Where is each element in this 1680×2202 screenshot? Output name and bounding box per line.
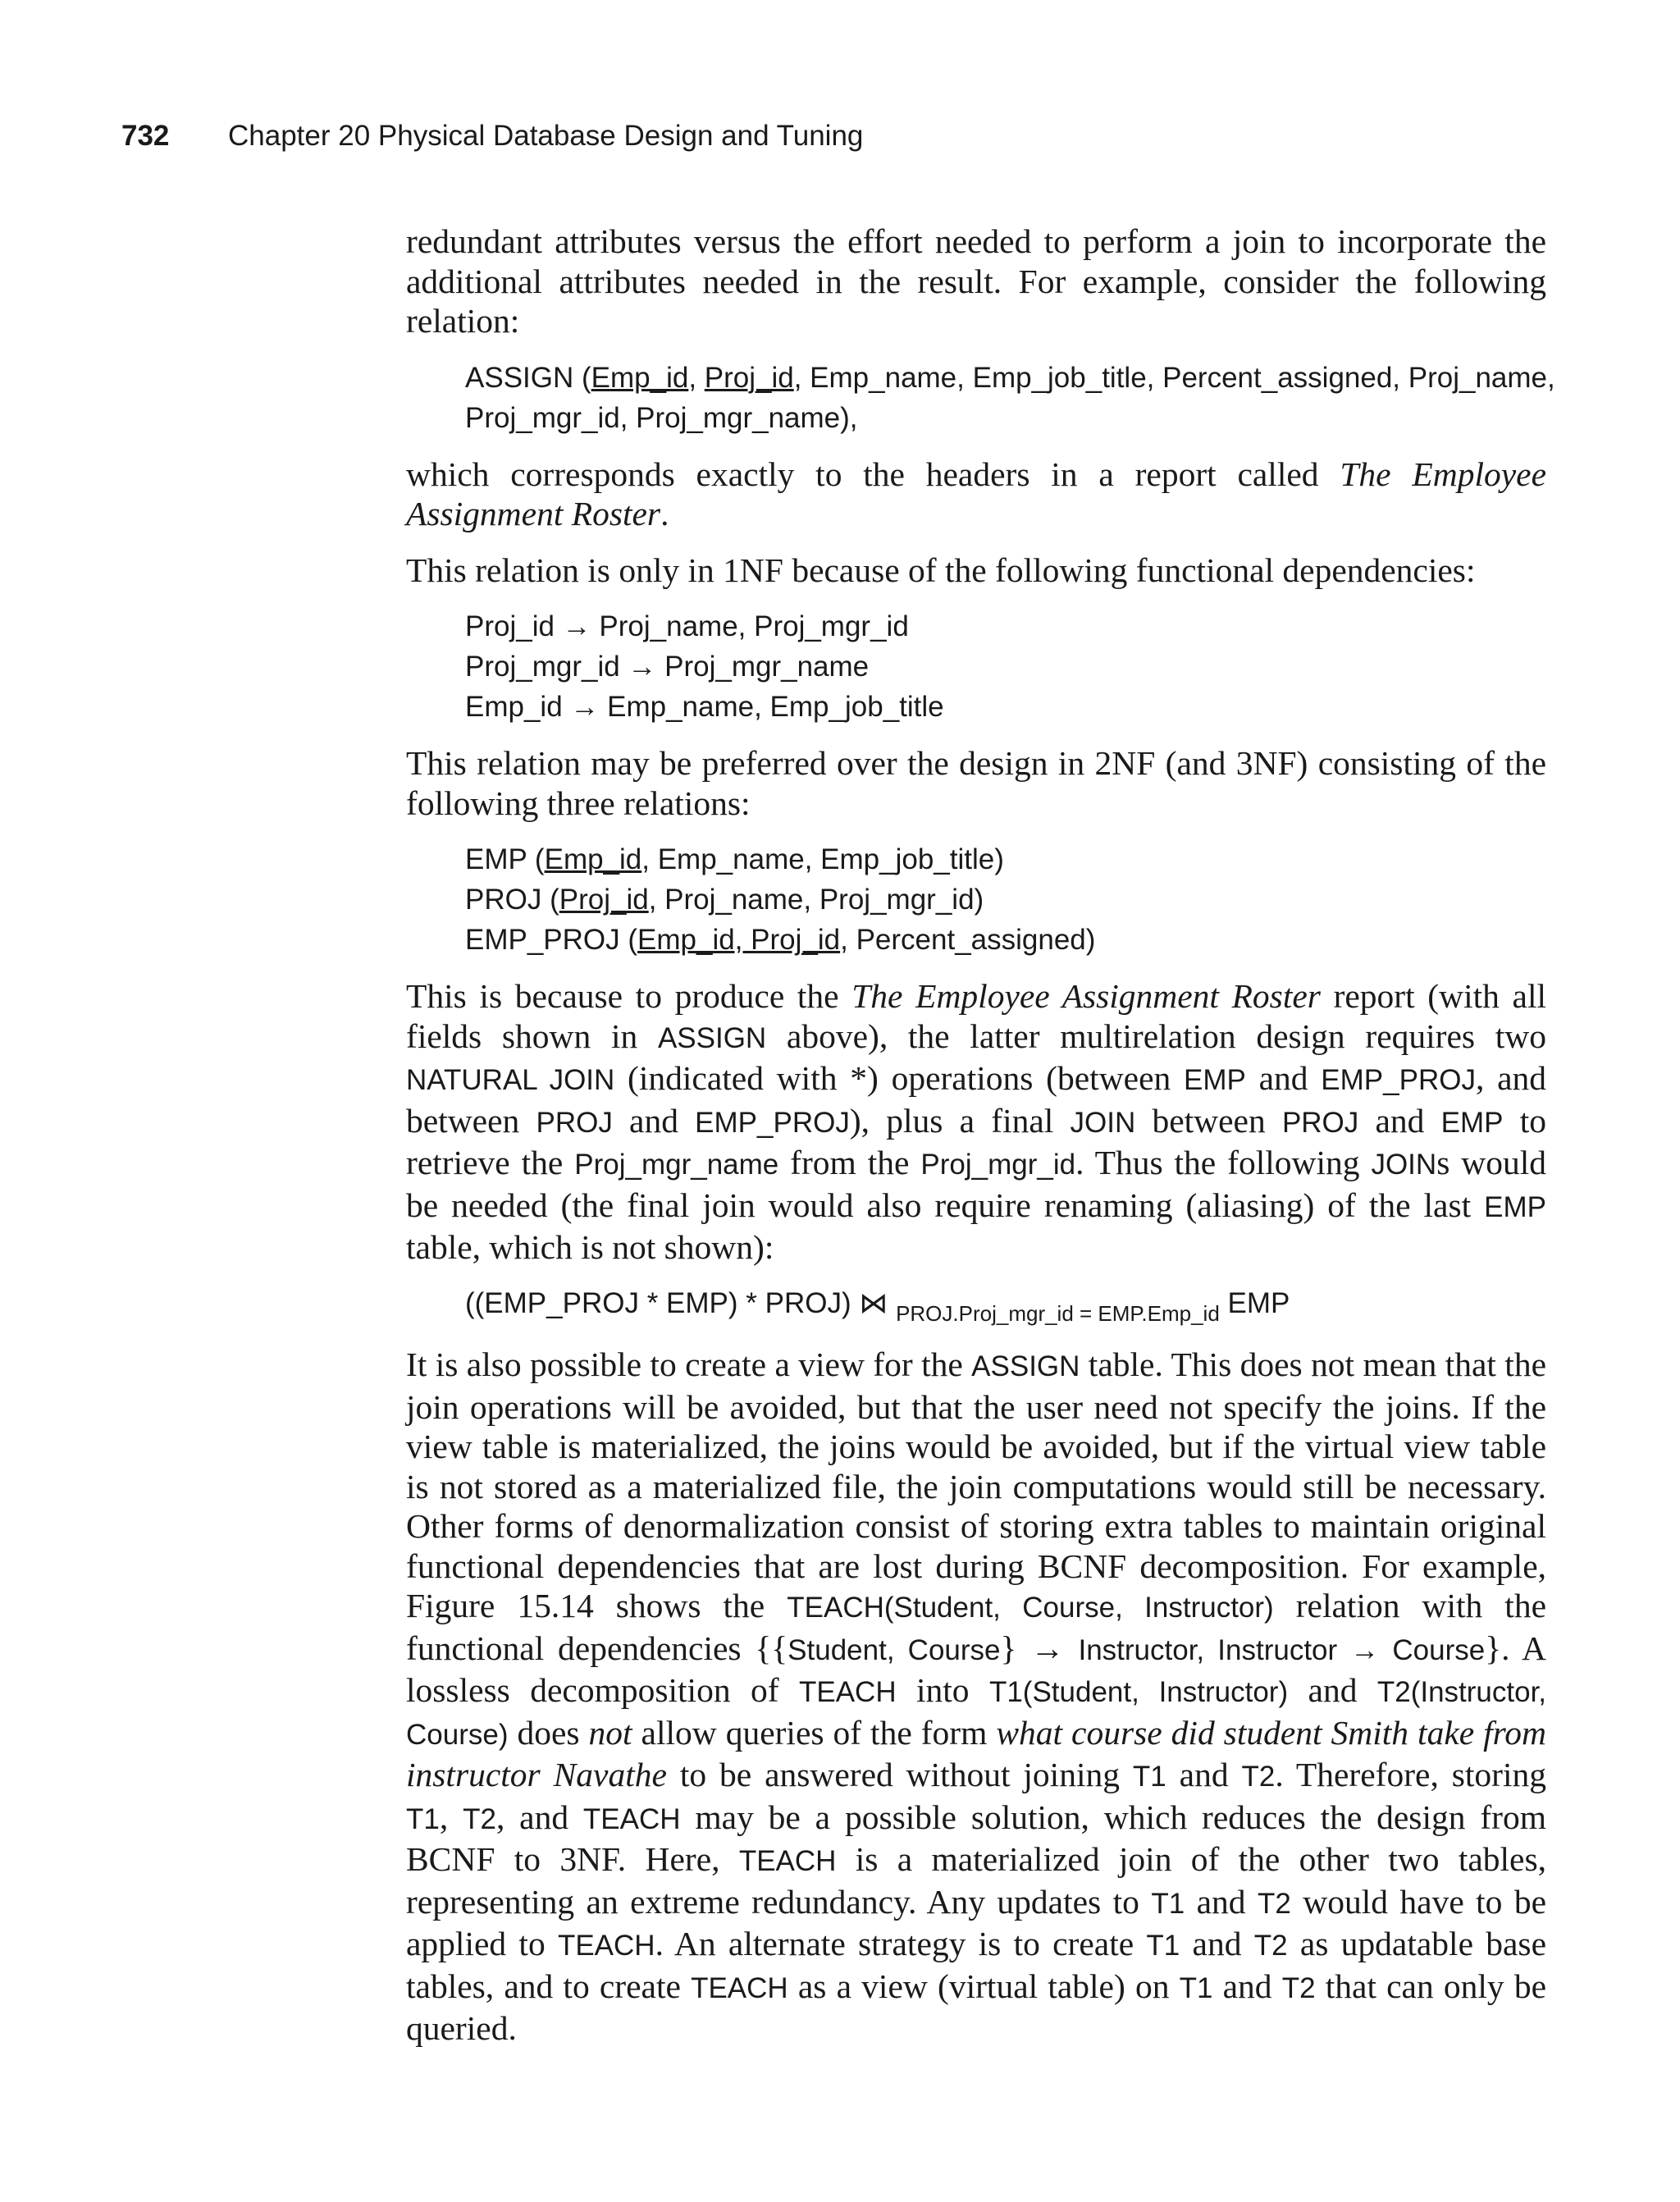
text-run: table, which is not shown): bbox=[406, 1228, 774, 1266]
code-term: T2 bbox=[1281, 1971, 1316, 2004]
code-term: T1 bbox=[1151, 1887, 1185, 1920]
text-run: relation with the functional dependencies {{ bbox=[406, 1587, 1546, 1667]
text-run: and bbox=[1288, 1671, 1377, 1709]
page-number: 732 bbox=[121, 120, 170, 152]
code-term: TEACH bbox=[798, 1676, 897, 1708]
attributes: , Emp_name, Emp_job_title) bbox=[641, 843, 1004, 875]
code-term: TEACH bbox=[582, 1802, 681, 1835]
code-term: Student, Course bbox=[788, 1633, 1001, 1666]
text-run: between bbox=[1135, 1101, 1282, 1140]
text-run: , and between bbox=[406, 1059, 1546, 1140]
text-run: (indicated with *) operations (between bbox=[614, 1059, 1185, 1097]
code-term: ASSIGN bbox=[971, 1350, 1080, 1382]
text-run: is a materialized join of the other two tables, representing an extreme redundancy. Any updates to bbox=[406, 1840, 1547, 1921]
functional-dependencies bbox=[465, 606, 1546, 727]
code-term: T2 bbox=[463, 1802, 496, 1835]
text-run: report (with all fields shown in bbox=[406, 977, 1547, 1055]
paragraph-1: redundant attributes versus the effort needed to perform a join to incorporate the additional attributes needed in the result. For example, consider the following relation: bbox=[406, 222, 1546, 340]
emphasis: what course did student Smith take from instructor Navathe bbox=[406, 1713, 1546, 1793]
code-term: NATURAL JOIN bbox=[406, 1064, 615, 1096]
text-run: }. A lossless decomposition of bbox=[406, 1629, 1546, 1709]
relation-emp-proj bbox=[465, 920, 1546, 960]
key-attribute: Emp_id, Proj_id bbox=[637, 924, 841, 956]
key-attribute: Proj_id bbox=[559, 884, 649, 916]
attributes: , Proj_name, Proj_mgr_id) bbox=[648, 884, 984, 916]
text-run: above), the latter multirelation design requires two bbox=[766, 1016, 1546, 1055]
assign-relation bbox=[465, 358, 1555, 438]
text-run: would have to be applied to bbox=[406, 1882, 1547, 1962]
relation-emp bbox=[465, 839, 1546, 879]
expression-main: ((EMP_PROJ * EMP) * PROJ) ⋈ bbox=[465, 1286, 897, 1319]
paragraph-6 bbox=[406, 1345, 1546, 2049]
text-run: and bbox=[612, 1101, 696, 1140]
emphasis: not bbox=[588, 1713, 632, 1752]
key-attribute: Proj_id bbox=[704, 361, 794, 394]
code-term: T2 bbox=[1257, 1887, 1291, 1920]
text-run: . Thus the following bbox=[1075, 1144, 1372, 1181]
code-term: Instructor, Instructor → Course bbox=[1078, 1633, 1486, 1666]
text-run: and bbox=[1358, 1101, 1441, 1140]
text-run: and bbox=[1212, 1967, 1282, 2005]
code-term: T1 bbox=[406, 1802, 440, 1835]
code-term: JOIN bbox=[1070, 1106, 1136, 1139]
code-term: TEACH bbox=[557, 1930, 655, 1962]
text-run: and bbox=[1166, 1756, 1242, 1793]
text-run: . An alternate strategy is to create bbox=[655, 1925, 1147, 1962]
relation-proj bbox=[465, 879, 1546, 920]
text-run: ), plus a final bbox=[849, 1101, 1071, 1140]
assign-line-1: ASSIGN (Emp_id, Proj_id, Emp_name, Emp_job_title, Percent_assigned, Proj_name, bbox=[465, 361, 1555, 394]
relation-name: ASSIGN ( bbox=[465, 361, 591, 394]
fd-line: Proj_id → Proj_name, Proj_mgr_id bbox=[465, 610, 909, 642]
text-run: } → bbox=[1000, 1629, 1079, 1667]
text-run: that can only be queried. bbox=[406, 1967, 1546, 2047]
text-run: as updatable base tables, and to create bbox=[406, 1925, 1546, 2005]
code-term: T1 bbox=[1179, 1971, 1213, 2004]
running-title: Chapter 20 Physical Database Design and Tuning bbox=[228, 120, 864, 152]
text-run: This is because to produce the bbox=[406, 977, 852, 1015]
code-term: T2 bbox=[1253, 1930, 1288, 1962]
code-term: JOIN bbox=[1371, 1149, 1437, 1181]
attributes: , Percent_assigned) bbox=[840, 924, 1096, 956]
assign-line-2: Proj_mgr_id, Proj_mgr_name), bbox=[465, 401, 858, 434]
text-run: . bbox=[660, 495, 669, 532]
text-run: which corresponds exactly to the headers in a report called bbox=[406, 455, 1340, 493]
join-expression bbox=[465, 1284, 1546, 1326]
code-term: ASSIGN bbox=[657, 1021, 767, 1054]
text-run: as a view (virtual table) on bbox=[788, 1967, 1180, 2005]
text-run: may be a possible solution, which reduces the design from BCNF to 3NF. Here, bbox=[406, 1798, 1547, 1878]
fd-line: Proj_mgr_id → Proj_mgr_name bbox=[465, 651, 870, 683]
text-run: table. This does not mean that the join operations will be avoided, but that the user need not specify the joins. If the view table is materialized, the joins would be avoided, but if the virtual view table is not stored as a materialized file, the join computations would still be necessary. Other forms of denormalization consist of storing extra tables to maintain original functional dependencies that are lost during BCNF decomposition. For example, Figure 15.14 shows the bbox=[406, 1345, 1547, 1624]
text-run: allow queries of the form bbox=[632, 1713, 997, 1752]
code-term: TEACH(Student, Course, Instructor) bbox=[787, 1592, 1274, 1624]
text-run: It is also possible to create a view for the bbox=[406, 1345, 972, 1383]
text-run: from the bbox=[778, 1144, 921, 1181]
code-term: EMP bbox=[1184, 1064, 1246, 1096]
running-header bbox=[121, 120, 863, 153]
code-term: TEACH bbox=[691, 1971, 788, 2004]
text-run: to be answered without joining bbox=[666, 1756, 1133, 1793]
code-term: Proj_mgr_name bbox=[574, 1149, 779, 1181]
key-attribute: Emp_id bbox=[544, 843, 642, 875]
text-run: s would be needed (the final join would also require renaming (aliasing) of the last bbox=[406, 1144, 1547, 1224]
join-condition: PROJ.Proj_mgr_id = EMP.Emp_id bbox=[896, 1300, 1220, 1326]
code-term: T1 bbox=[1132, 1761, 1166, 1793]
text-run: . Therefore, storing bbox=[1275, 1756, 1546, 1793]
text-run: and bbox=[1245, 1059, 1322, 1097]
fd-line: Emp_id → Emp_name, Emp_job_title bbox=[465, 691, 944, 723]
report-title: The Employee Assignment Roster bbox=[851, 977, 1321, 1015]
paragraph-5 bbox=[406, 976, 1546, 1268]
code-term: T1(Student, Instructor) bbox=[988, 1676, 1289, 1708]
attributes: , Emp_name, Emp_job_title, Percent_assigned, Proj_name, bbox=[793, 361, 1555, 394]
code-term: T2(Instructor, Course) bbox=[406, 1676, 1547, 1751]
relation-name: PROJ ( bbox=[465, 884, 559, 916]
text-run: and bbox=[1180, 1925, 1254, 1962]
code-term: PROJ bbox=[1281, 1106, 1359, 1139]
text-run: , bbox=[439, 1798, 463, 1836]
text-run: into bbox=[896, 1671, 989, 1709]
text-run: and bbox=[1185, 1882, 1258, 1921]
paragraph-3: This relation is only in 1NF because of the following functional dependencies: bbox=[406, 550, 1476, 589]
expression-end: EMP bbox=[1219, 1286, 1290, 1319]
code-term: T1 bbox=[1146, 1930, 1180, 1962]
code-term: EMP bbox=[1484, 1190, 1546, 1223]
report-title: The Employee Assignment Roster bbox=[406, 455, 1547, 532]
code-term: EMP_PROJ bbox=[695, 1106, 850, 1139]
relation-name: EMP_PROJ ( bbox=[465, 924, 638, 956]
relation-name: EMP ( bbox=[465, 843, 545, 875]
code-term: TEACH bbox=[738, 1845, 837, 1877]
text-run: does bbox=[508, 1713, 589, 1752]
relations-list bbox=[465, 839, 1546, 960]
text-run: , and bbox=[495, 1798, 583, 1836]
code-term: EMP bbox=[1440, 1106, 1504, 1139]
code-term: EMP_PROJ bbox=[1321, 1064, 1476, 1096]
paragraph-2 bbox=[406, 455, 1546, 534]
code-term: Proj_mgr_id bbox=[920, 1149, 1076, 1181]
text-run: to retrieve the bbox=[406, 1101, 1546, 1181]
paragraph-4: This relation may be preferred over the design in 2NF (and 3NF) consisting of the following three relations: bbox=[406, 744, 1546, 822]
code-term: PROJ bbox=[536, 1106, 613, 1139]
body-text bbox=[406, 222, 1555, 2065]
key-attribute: Emp_id bbox=[591, 361, 689, 394]
code-term: T2 bbox=[1241, 1761, 1276, 1793]
